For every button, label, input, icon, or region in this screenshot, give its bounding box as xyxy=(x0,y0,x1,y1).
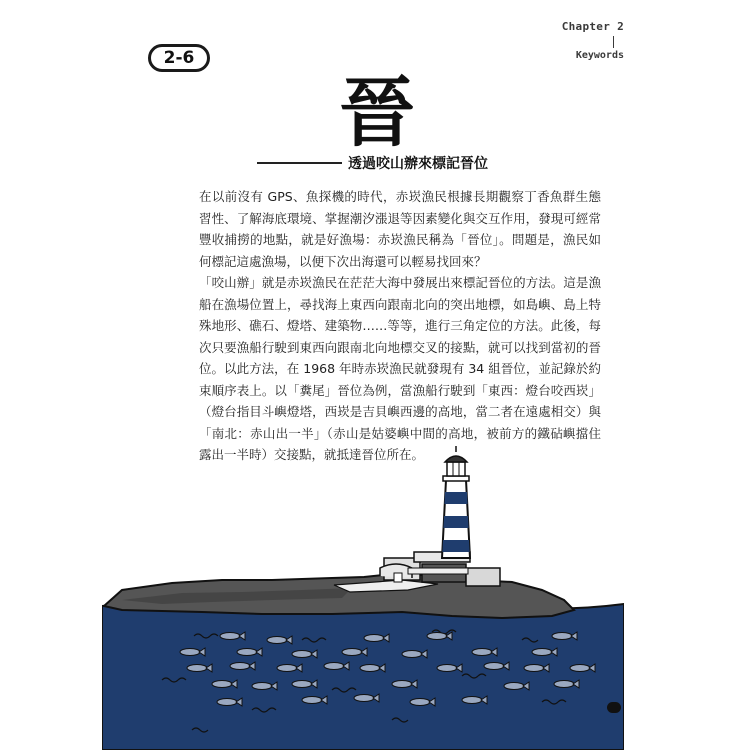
subtitle-rule xyxy=(257,162,342,164)
chapter-divider xyxy=(613,36,615,48)
sea xyxy=(102,601,624,750)
chapter-label: Chapter 2 xyxy=(561,20,624,33)
keyword-title-character: 晉 xyxy=(339,68,415,157)
paragraph-1: 在以前沒有 GPS、魚探機的時代，赤崁漁民根據長期觀察丁香魚群生態習性、了解海底環境、掌握潮汐漲退等因素變化與交互作用，發現可經常豐收捕撈的地點，就是好漁場：赤崁漁民稱為「晉位」。問題是，漁民如何標記這處漁場，以便下次出海還可以輕易找回來？ xyxy=(199,189,601,269)
lighthouse-illustration xyxy=(102,440,624,750)
page-number-marker xyxy=(607,702,621,713)
keywords-label: Keywords xyxy=(575,50,624,61)
book-page xyxy=(102,0,624,750)
paragraph-2: 「咬山辦」就是赤崁漁民在茫茫大海中發展出來標記晉位的方法。這是漁船在漁場位置上，尋找海上東西向跟南北向的突出地標，如島嶼、島上特殊地形、礁石、燈塔、建築物……等等，進行三角定位的方法。此後，每次只要漁船行駛到東西向跟南北向地標交叉的接點，就可以找到當初的晉位。以此方法，在 1968 年時赤崁漁民就發現有 34 組晉位，並記錄於約束順序表上。以「糞尾」晉位為例，當漁船行駛到「東西：燈台咬西崁」（燈台指目斗嶼燈塔，西崁是吉貝嶼西邊的高地，當二者在遠處相交）與「南北：赤山出一半」（赤山是姑婆嶼中間的高地，被前方的鐵砧嶼擋住露出一半時）交接點，就抵達晉位所在。 xyxy=(199,275,601,462)
chapter-header xyxy=(544,20,624,61)
subtitle-row xyxy=(257,153,488,173)
subtitle: 透過咬山辦來標記晉位 xyxy=(348,156,488,172)
section-number-badge: 2-6 xyxy=(148,44,210,72)
lighthouse-tower xyxy=(442,446,470,558)
lighthouse-buildings xyxy=(380,552,500,586)
